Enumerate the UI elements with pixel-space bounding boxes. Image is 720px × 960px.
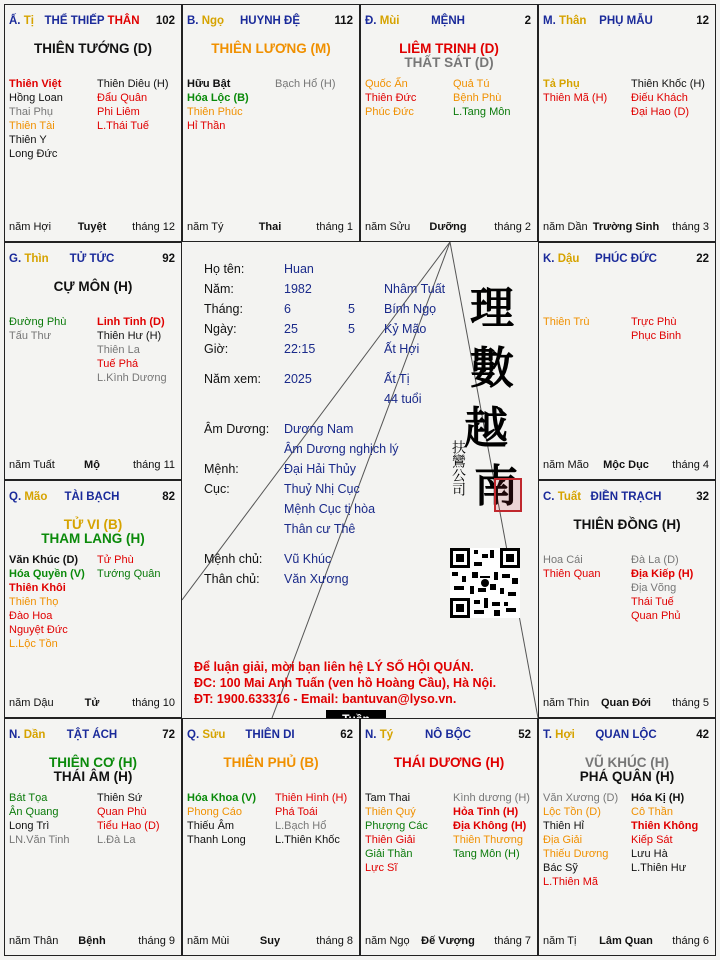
minor-star: Lưu Hà [631,848,668,860]
minor-star: Bát Tọa [9,792,48,804]
palace-header [543,729,709,743]
calligraphy-char-2: 數 [470,343,514,394]
minor-star: Tam Thai [365,792,411,804]
day-label: Ngày: [204,322,237,336]
palace-age-number: 22 [696,253,709,265]
good-stars-column [543,77,607,105]
minor-star: Văn Khúc (D) [9,554,79,566]
palace-stage: Quan Đới [601,697,651,709]
palace-footer [9,459,175,473]
palace-footer [9,697,175,711]
palace-age-number: 92 [162,253,175,265]
menh-chu-value: Vũ Khúc [284,552,332,566]
palace-age-number: 42 [696,729,709,741]
palace-name: PHÚC ĐỨC [595,253,657,265]
qr-code[interactable] [450,548,520,618]
palace-header [187,15,353,29]
palace-month: tháng 11 [132,459,175,471]
palace-footer [543,935,709,949]
palace-age-number: 52 [518,729,531,741]
palace-than[interactable] [538,4,716,242]
minor-star: Bệnh Phù [453,92,502,104]
palace-branch: M. Thân [543,15,587,27]
palace-branch: B. Ngọ [187,15,225,27]
palace-header [9,491,175,505]
minor-star: Tiểu Hao (D) [97,820,160,832]
palace-name: TỬ TỨC [69,253,115,265]
palace-branch: N. Dần [9,729,46,741]
day-value: 25 [284,322,298,336]
bad-stars-column [631,791,698,875]
minor-star: Thiên Quan [543,568,601,580]
palace-footer [365,221,531,235]
minor-star: Thiên Quý [365,806,416,818]
minor-star: Đào Hoa [9,610,53,622]
palace-name: QUAN LỘC [595,729,657,741]
palace-stage: Đế Vượng [421,935,475,947]
palace-header [187,729,353,743]
minor-star: Thiếu Âm [187,820,235,832]
bad-stars-column [97,791,160,847]
good-stars-column [365,77,416,119]
palace-branch: Q. Mão [9,491,48,503]
minor-star: Quốc Ấn [365,78,408,90]
company-seal-text: 扶鸞公司 [450,440,466,496]
palace-month: tháng 4 [672,459,709,471]
minor-star: Thiên Khôi [9,582,66,594]
month-can: Bính Ngọ [384,302,437,316]
center-info-panel [182,242,538,718]
palace-stage: Bệnh [78,935,106,947]
palace-year: năm Tị [543,935,577,947]
minor-star: Thiên Đức [365,92,417,104]
year-value: 1982 [284,282,312,296]
palace-branch: Đ. Mùi [365,15,400,27]
minor-star: L.Bạch Hổ [275,820,327,832]
palace-stage: Mộc Dục [603,459,649,471]
minor-star: Thái Tuế [631,596,674,608]
palace-year: năm Mùi [187,935,230,947]
main-star: THIÊN PHỦ (B) [223,755,319,770]
bad-stars-column [97,315,167,385]
bad-stars-column [631,77,705,119]
minor-star: Bác Sỹ [543,862,578,874]
minor-star: Ân Quang [9,806,59,818]
palace-name: NÔ BỘC [425,729,471,741]
good-stars-column [9,315,66,343]
minor-star: Thiên Diêu (H) [97,78,169,90]
minor-star: Thiếu Dương [543,848,609,860]
bad-stars-column [275,77,336,91]
red-seal-stamp [494,478,522,512]
palace-year: năm Dậu [9,697,54,709]
palace-stage: Lâm Quan [599,935,653,947]
palace-footer [187,221,353,235]
palace-hoi[interactable] [538,718,716,956]
palace-month: tháng 3 [672,221,709,233]
minor-star: Thiên Hình (H) [275,792,348,804]
cuc-label: Cục: [204,482,230,496]
name-value: Huan [284,262,314,276]
good-stars-column [9,77,63,161]
bad-stars-column [631,553,693,623]
minor-star: Thiên Mã (H) [543,92,608,104]
palace-month: tháng 10 [132,697,175,709]
year-label: Năm: [204,282,234,296]
minor-star: Hữu Bật [187,78,231,90]
than-chu-value: Văn Xương [284,572,349,586]
view-year-label: Năm xem: [204,372,261,386]
palace-branch: N. Tý [365,729,394,741]
palace-footer [543,459,709,473]
main-star: VŨ KHÚC (H) [585,755,669,770]
bad-stars-column [97,553,161,581]
minor-star: Lực Sĩ [365,862,398,874]
main-star: PHÁ QUÂN (H) [579,769,675,784]
palace-ngo[interactable] [182,4,360,242]
minor-star: Thiên Việt [9,78,62,90]
minor-star: Văn Xương (D) [543,792,619,804]
palace-month: tháng 9 [138,935,175,947]
day-lunar: 5 [348,322,355,336]
main-star: THẤT SÁT (D) [404,55,494,70]
minor-star: Nguyệt Đức [9,624,68,636]
palace-name: TẬT ÁCH [66,729,118,741]
main-star: CỰ MÔN (H) [53,279,133,294]
palace-footer [9,935,175,949]
cuc-note: Mệnh Cục tị hòa [284,502,376,516]
palace-stage: Thai [258,221,282,233]
main-star: THAM LANG (H) [41,531,145,546]
palace-branch: Ấ. Tị [9,15,34,27]
palace-dan[interactable] [4,718,182,956]
bad-stars-column [275,791,347,847]
bad-stars-column [453,77,510,119]
contact-line-2: ĐC: 100 Mai Anh Tuấn (ven hồ Hoàng Cầu), Hà Nội. [194,676,497,690]
contact-line-1: Để luận giải, mời bạn liên hệ LÝ SỐ HỘI QUÁN. [194,660,474,674]
palace-stage: Mộ [84,459,100,471]
palace-ti[interactable] [4,4,182,242]
palace-age-number: 82 [162,491,175,503]
minor-star: Đường Phù [9,316,67,328]
minor-star: L.Thiên Hư [631,862,687,874]
palace-year: năm Mão [543,459,589,471]
palace-header [365,15,531,29]
minor-star: Tả Phụ [543,78,580,90]
palace-month: tháng 12 [132,221,175,233]
amduong-note: Âm Dương nghịch lý [284,442,399,456]
hour-label: Giờ: [204,342,229,356]
palace-branch: K. Dậu [543,253,580,265]
palace-year: năm Thân [9,935,59,947]
minor-star: Phục Binh [631,330,682,342]
palace-footer [543,221,709,235]
minor-star: L.Thái Tuế [97,120,149,132]
main-star: THIÊN CƠ (H) [48,755,137,770]
palace-age-number: 62 [340,729,353,741]
month-label: Tháng: [204,302,243,316]
calligraphy-char-1: 理 [470,283,514,334]
palace-footer [543,697,709,711]
minor-star: Thiên La [97,344,140,356]
palace-branch: C. Tuất [543,491,582,503]
palace-stage: Suy [259,935,281,947]
day-can: Kỷ Mão [384,322,427,336]
good-stars-column [187,77,249,133]
palace-name: THIÊN DI [245,729,295,741]
contact-line-3[interactable]: ĐT: 1900.633316 - Email: bantuvan@lyso.vn. [194,692,457,706]
palace-age-number: 72 [162,729,175,741]
minor-star: Địa Kiếp (H) [631,568,694,580]
minor-star: Cô Thần [631,806,673,818]
palace-header [365,729,531,743]
minor-star: Quan Phù [97,806,147,818]
minor-star: L.Tang Môn [453,106,511,118]
minor-star: Tấu Thư [9,330,52,342]
hour-can: Ất Hợi [384,342,420,356]
minor-star: Trực Phù [631,316,677,328]
hour-value: 22:15 [284,342,316,356]
month-value: 6 [284,302,291,316]
good-stars-column [365,791,428,875]
minor-star: Tử Phù [97,554,134,566]
view-year-can: Ất Tị [384,372,410,386]
minor-star: Hóa Khoa (V) [187,792,257,804]
minor-star: L.Thiên Khốc [275,834,340,846]
palace-month: tháng 6 [672,935,709,947]
menh-label: Mệnh: [204,462,239,476]
minor-star: Hỏa Tinh (H) [453,806,519,818]
minor-star: Lộc Tồn (D) [543,806,601,818]
minor-star: Thiên Thương [453,834,524,846]
minor-star: Quả Tú [453,78,490,90]
main-star: LIÊM TRINH (D) [399,41,499,56]
minor-star: Linh Tinh (D) [97,316,165,328]
palace-year: năm Dần [543,221,588,233]
palace-year: năm Ngọ [365,935,410,947]
minor-star: L.Đà La [97,834,136,846]
month-lunar: 5 [348,302,355,316]
menh-chu-label: Mệnh chủ: [204,552,263,566]
minor-star: Giải Thần [365,848,413,860]
palace-branch: G. Thìn [9,253,49,265]
palace-stage: Dưỡng [429,221,467,233]
palace-mao[interactable] [4,480,182,718]
minor-star: Tuế Phá [97,358,139,370]
main-star: THÁI DƯƠNG (H) [393,755,505,770]
minor-star: Phi Liêm [97,106,140,118]
good-stars-column [9,791,70,847]
palace-month: tháng 2 [494,221,531,233]
minor-star: Thiên Sứ [97,792,143,804]
palace-age-number: 2 [524,15,531,27]
palace-age-number: 12 [696,15,709,27]
minor-star: Điếu Khách [631,92,688,104]
minor-star: Hỉ Thần [187,120,226,132]
palace-year: năm Hợi [9,221,52,233]
palace-name: THỂ THIẾP THÂN [44,15,140,27]
palace-footer [187,935,353,949]
minor-star: Hồng Loan [9,92,63,104]
good-stars-column [187,791,256,847]
good-stars-column [543,553,600,581]
palace-name: HUYNH ĐỆ [239,15,301,27]
name-label: Họ tên: [204,262,245,276]
palace-month: tháng 8 [316,935,353,947]
amduong-value: Dương Nam [284,422,354,436]
minor-star: Đẩu Quân [97,92,148,104]
palace-year: năm Tuất [9,459,55,471]
palace-header [543,253,709,267]
than-cu: Thân cư Thê [284,522,356,536]
bad-stars-column [97,77,169,133]
palace-branch: T. Hợi [543,729,575,741]
palace-age-number: 112 [334,15,353,27]
minor-star: Thiên Phúc [187,106,243,118]
minor-star: Thiên Giải [365,834,416,846]
minor-star: Phá Toái [275,806,318,818]
palace-name: ĐIỀN TRẠCH [590,491,662,503]
palace-header [9,729,175,743]
menh-value: Đại Hải Thủy [284,462,357,476]
than-chu-label: Thân chủ: [204,572,260,586]
minor-star: Địa Võng [631,582,677,594]
minor-star: Đại Hao (D) [631,106,690,118]
cuc-value: Thuỷ Nhị Cục [284,482,360,496]
calligraphy-char-4: 南 [474,461,518,512]
palace-name: PHỤ MẪU [599,15,653,27]
minor-star: Long Trì [9,820,50,832]
bad-stars-column [631,315,681,343]
palace-month: tháng 5 [672,697,709,709]
palace-branch: Q. Sửu [187,729,226,741]
minor-star: Thai Phụ [9,106,54,118]
minor-star: Thiên Thọ [9,596,59,608]
minor-star: L.Lộc Tồn [9,638,58,650]
main-star: THIÊN ĐỒNG (H) [573,517,681,532]
minor-star: Địa Không (H) [453,820,527,832]
age-value: 44 tuổi [384,392,422,406]
minor-star: Hóa Kị (H) [631,792,685,804]
minor-star: Tang Môn (H) [453,848,520,860]
palace-header [9,253,175,267]
palace-year: năm Tý [187,221,224,233]
palace-age-number: 32 [696,491,709,503]
palace-stage: Tuyệt [77,221,107,233]
palace-age-number: 102 [155,15,175,27]
minor-star: Thiên Hư (H) [97,330,162,342]
minor-star: Thiên Khốc (H) [631,78,705,90]
view-year-value: 2025 [284,372,312,386]
palace-suu[interactable] [182,718,360,956]
palace-name: MỆNH [431,15,465,27]
palace-tuat[interactable] [538,480,716,718]
minor-star: Long Đức [9,148,58,160]
minor-star: Kiếp Sát [631,834,673,846]
minor-star: Hoa Cái [543,554,583,566]
minor-star: Địa Giải [543,834,583,846]
good-stars-column [543,791,618,889]
minor-star: Thiên Y [9,134,47,146]
bad-stars-column [453,791,530,861]
good-stars-column [9,553,85,651]
main-star: THÁI ÂM (H) [53,769,133,784]
palace-month: tháng 1 [316,221,353,233]
palace-stage: Trường Sinh [592,221,660,233]
minor-star: Phượng Các [365,820,428,832]
palace-thin[interactable] [4,242,182,480]
palace-footer [9,221,175,235]
palace-dau[interactable] [538,242,716,480]
minor-star: Quan Phủ [631,610,681,622]
main-star: THIÊN TƯỚNG (D) [34,41,152,56]
minor-star: Thiên Trù [543,316,590,328]
minor-star: Phong Cáo [187,806,243,818]
minor-star: Đà La (D) [631,554,679,566]
minor-star: Hóa Lộc (B) [187,92,249,104]
minor-star: LN.Văn Tinh [9,834,70,846]
calligraphy-char-3: 越 [464,403,508,454]
minor-star: Thanh Long [187,834,246,846]
palace-year: năm Sửu [365,221,411,233]
palace-stage: Tử [84,697,100,709]
minor-star: Bạch Hổ (H) [275,78,336,90]
palace-month: tháng 7 [494,935,531,947]
palace-name: TÀI BẠCH [64,491,120,503]
palace-year: năm Thìn [543,697,590,709]
minor-star: Thiên Không [631,820,699,832]
minor-star: Phúc Đức [365,106,414,118]
amduong-label: Âm Dương: [204,422,270,436]
palace-header [543,491,709,505]
palace-footer [365,935,531,949]
minor-star: Hóa Quyền (V) [9,568,85,580]
minor-star: Thiên Tài [9,120,55,132]
good-stars-column [543,315,589,329]
palace-mui[interactable] [360,4,538,242]
minor-star: Tướng Quân [97,568,161,580]
minor-star: L.Thiên Mã [543,876,599,888]
palace-header [9,15,175,29]
year-can: Nhâm Tuất [384,282,446,296]
minor-star: Thiên Hỉ [543,820,584,832]
palace-ty[interactable] [360,718,538,956]
main-star: THIÊN LƯƠNG (M) [211,41,331,56]
main-star: TỬ VI (B) [63,517,123,532]
minor-star: L.Kình Dương [97,372,167,384]
palace-header [543,15,709,29]
minor-star: Kình dương (H) [453,792,530,804]
